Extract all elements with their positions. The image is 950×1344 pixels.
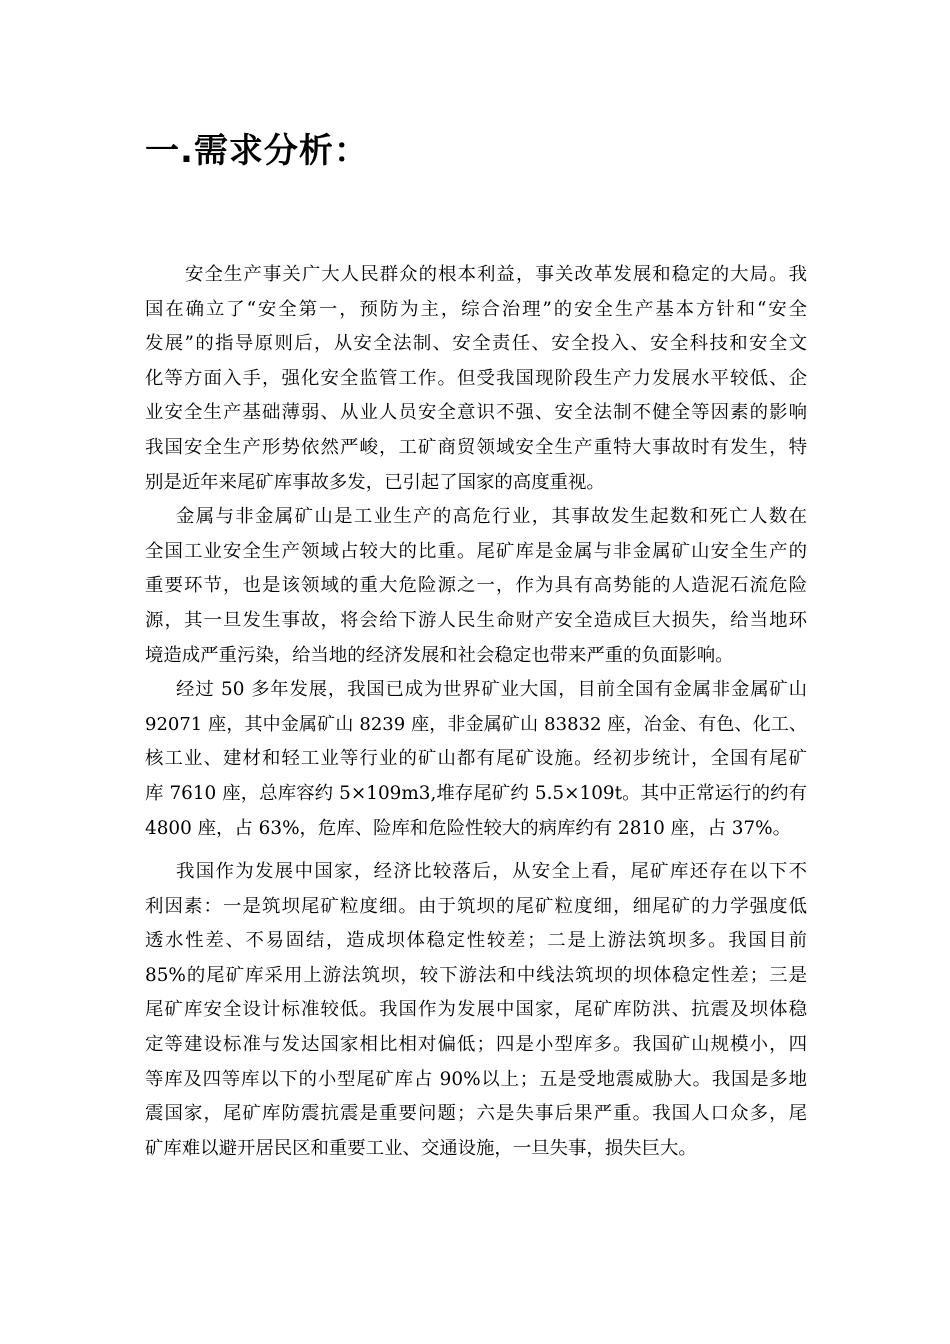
- paragraph-line: 震国家，尾矿库防震抗震是重要问题；六是失事后果严重。我国人口众多，尾: [145, 1103, 807, 1125]
- paragraph-2: [145, 500, 807, 673]
- paragraph-line: 发展”的指导原则后，从安全法制、安全责任、安全投入、安全科技和安全文: [145, 333, 807, 355]
- paragraph-line: 尾矿库安全设计标准较低。我国作为发展中国家，尾矿库防洪、抗震及坝体稳: [145, 999, 807, 1021]
- paragraph-1: [145, 258, 807, 500]
- paragraph-line: 源，其一旦发生事故，将会给下游人民生命财产安全造成巨大损失，给当地环: [145, 609, 807, 631]
- paragraph-line: 透水性差、不易固结，造成坝体稳定性较差；二是上游法筑坝多。我国目前: [145, 930, 807, 952]
- paragraph-3: [145, 673, 807, 846]
- paragraph-line: 定等建设标准与发达国家相比相对偏低；四是小型库多。我国矿山规模小，四: [145, 1034, 807, 1056]
- paragraph-line: 国在确立了“安全第一，预防为主，综合治理”的安全生产基本方针和“安全: [145, 298, 807, 320]
- paragraph-line: 等库及四等库以下的小型尾矿库占 90%以上；五是受地震威胁大。我国是多地: [145, 1068, 807, 1090]
- paragraph-line: 安全生产事关广大人民群众的根本利益，事关改革发展和稳定的大局。我: [185, 264, 807, 285]
- paragraph-line: 别是近年来尾矿库事故多发，已引起了国家的高度重视。: [145, 471, 605, 493]
- paragraph-line: 85%的尾矿库采用上游法筑坝，较下游法和中线法筑坝的坝体稳定性差；三是: [145, 964, 807, 986]
- paragraph-line: 库 7610 座，总库容约 5×109m3,堆存尾矿约 5.5×109t。其中正常运行的约有: [145, 782, 807, 804]
- paragraph-line: 金属与非金属矿山是工业生产的高危行业，其事故发生起数和死亡人数在: [176, 506, 807, 528]
- paragraph-line: 业安全生产基础薄弱、从业人员安全意识不强、安全法制不健全等因素的影响: [145, 402, 807, 424]
- paragraph-line: 化等方面入手，强化安全监管工作。但受我国现阶段生产力发展水平较低、企: [145, 367, 807, 389]
- paragraph-line: 4800 座，占 63%，危库、险库和危险性较大的病库约有 2810 座，占 37%。: [145, 817, 791, 839]
- section-heading: 一.需求分析：: [145, 131, 369, 171]
- document-body: [145, 258, 807, 1166]
- paragraph-line: 我国作为发展中国家，经济比较落后，从安全上看，尾矿库还存在以下不: [176, 861, 807, 883]
- paragraph-line: 矿库难以避开居民区和重要工业、交通设施，一旦失事，损失巨大。: [145, 1137, 697, 1159]
- paragraph-line: 利因素：一是筑坝尾矿粒度细。由于筑坝的尾矿粒度细，细尾矿的力学强度低: [145, 895, 807, 917]
- paragraph-line: 核工业、建材和轻工业等行业的矿山都有尾矿设施。经初步统计，全国有尾矿: [145, 748, 807, 770]
- paragraph-line: 全国工业安全生产领域占较大的比重。尾矿库是金属与非金属矿山安全生产的: [145, 540, 807, 562]
- paragraph-line: 92071 座，其中金属矿山 8239 座，非金属矿山 83832 座，冶金、有色、化工、: [145, 713, 807, 735]
- paragraph-4: [145, 855, 807, 1166]
- paragraph-line: 重要环节，也是该领域的重大危险源之一，作为具有高势能的人造泥石流危险: [145, 575, 807, 597]
- paragraph-spacer: [145, 846, 807, 855]
- paragraph-line: 我国安全生产形势依然严峻，工矿商贸领域安全生产重特大事故时有发生，特: [145, 436, 807, 458]
- paragraph-line: 经过 50 多年发展，我国已成为世界矿业大国，目前全国有金属非金属矿山: [176, 679, 807, 701]
- paragraph-line: 境造成严重污染，给当地的经济发展和社会稳定也带来严重的负面影响。: [145, 644, 734, 666]
